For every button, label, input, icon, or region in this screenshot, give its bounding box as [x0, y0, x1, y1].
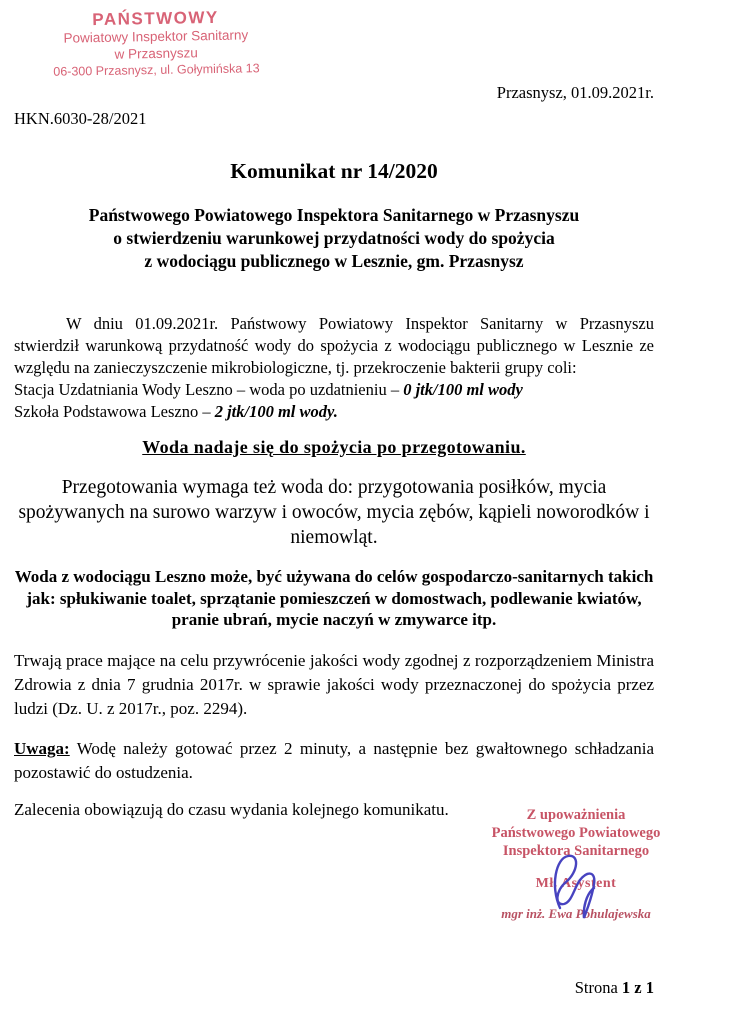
- paragraph-boil-uses: Przegotowania wymaga też woda do: przygotowania posiłków, mycia spożywanych na surowo warzyw i owoców, mycia zębów, kąpieli noworodków i niemowląt.: [18, 477, 650, 548]
- result-line-station: [14, 379, 654, 401]
- subtitle-line: o stwierdzeniu warunkowej przydatności wody do spożycia: [113, 228, 555, 248]
- handwritten-signature: [534, 848, 620, 924]
- reference-number: HKN.6030-28/2021: [14, 109, 147, 128]
- note-text: Wodę należy gotować przez 2 minuty, a następnie bez gwałtownego schładzania pozostawić do ostudzenia.: [14, 738, 654, 782]
- paragraph-note: [14, 737, 654, 785]
- office-stamp-line: PAŃSTWOWY: [92, 7, 219, 30]
- office-stamp-line: 06-300 Przasnysz, ul. Gołymińska 13: [53, 61, 260, 79]
- office-stamp-line: Powiatowy Inspektor Sanitarny: [63, 27, 249, 46]
- authorization-stamp-line: Państwowego Powiatowego: [491, 825, 661, 841]
- paragraph-sanitary-uses: Woda z wodociągu Leszno może, być używana do celów gospodarczo-sanitarnych takich jak: spłukiwanie toalet, sprzątanie pomieszczeń w domostwach, podlewanie kwiatów, pranie ubrań, mycie naczyń w zmywarce itp.: [14, 567, 654, 629]
- result-label: Stacja Uzdatniania Wody Leszno – woda po uzdatnieniu –: [14, 380, 404, 399]
- signer-name: mgr inż. Ewa Pohulajewska: [501, 906, 651, 921]
- page-footer: [14, 978, 654, 998]
- note-label: Uwaga:: [14, 738, 70, 758]
- document-subtitle: [14, 204, 654, 273]
- authorization-stamp-line: Inspektora Sanitarnego: [502, 843, 650, 859]
- boil-notice-heading: Woda nadaje się do spożycia po przegotowaniu.: [142, 437, 526, 457]
- document-title: Komunikat nr 14/2020: [230, 159, 438, 183]
- result-value: 2 jtk/100 ml wody.: [214, 402, 338, 421]
- document-content: [14, 0, 654, 821]
- office-stamp-line: w Przasnyszu: [114, 45, 198, 62]
- signer-role: Mł. Asystent: [535, 876, 617, 891]
- result-line-school: [14, 401, 654, 423]
- dateline: Przasnysz, 01.09.2021r.: [496, 83, 654, 102]
- result-value: 0 jtk/100 ml wody: [403, 380, 523, 399]
- page-number-label: Strona: [574, 978, 618, 997]
- subtitle-line: Państwowego Powiatowego Inspektora Sanitarnego w Przasnyszu: [88, 205, 580, 225]
- subtitle-line: z wodociągu publicznego w Lesznie, gm. Przasnysz: [144, 251, 524, 271]
- result-label: Szkoła Podstawowa Leszno –: [14, 402, 215, 421]
- paragraph-intro: [14, 313, 654, 379]
- page-number-value: 1 z 1: [621, 978, 654, 997]
- paragraph-validity: Zalecenia obowiązują do czasu wydania kolejnego komunikatu.: [14, 799, 449, 819]
- paragraph-intro-text: W dniu 01.09.2021r. Państwowy Powiatowy Inspektor Sanitarny w Przasnyszu stwierdził warunkową przydatność wody do spożycia z wodociągu publicznego w Lesznie ze względu na zanieczyszczenie mikrobiologiczne, tj. przekroczenie bakterii grupy coli:: [14, 314, 654, 377]
- paragraph-restoration-works: Trwają prace mające na celu przywrócenie jakości wody zgodnej z rozporządzeniem Ministra Zdrowia z dnia 7 grudnia 2017r. w sprawie jakości wody przeznaczonej do spożycia przez ludzi (Dz. U. z 2017r., poz. 2294).: [14, 650, 654, 718]
- authorization-stamp-line: Z upoważnienia: [526, 807, 626, 823]
